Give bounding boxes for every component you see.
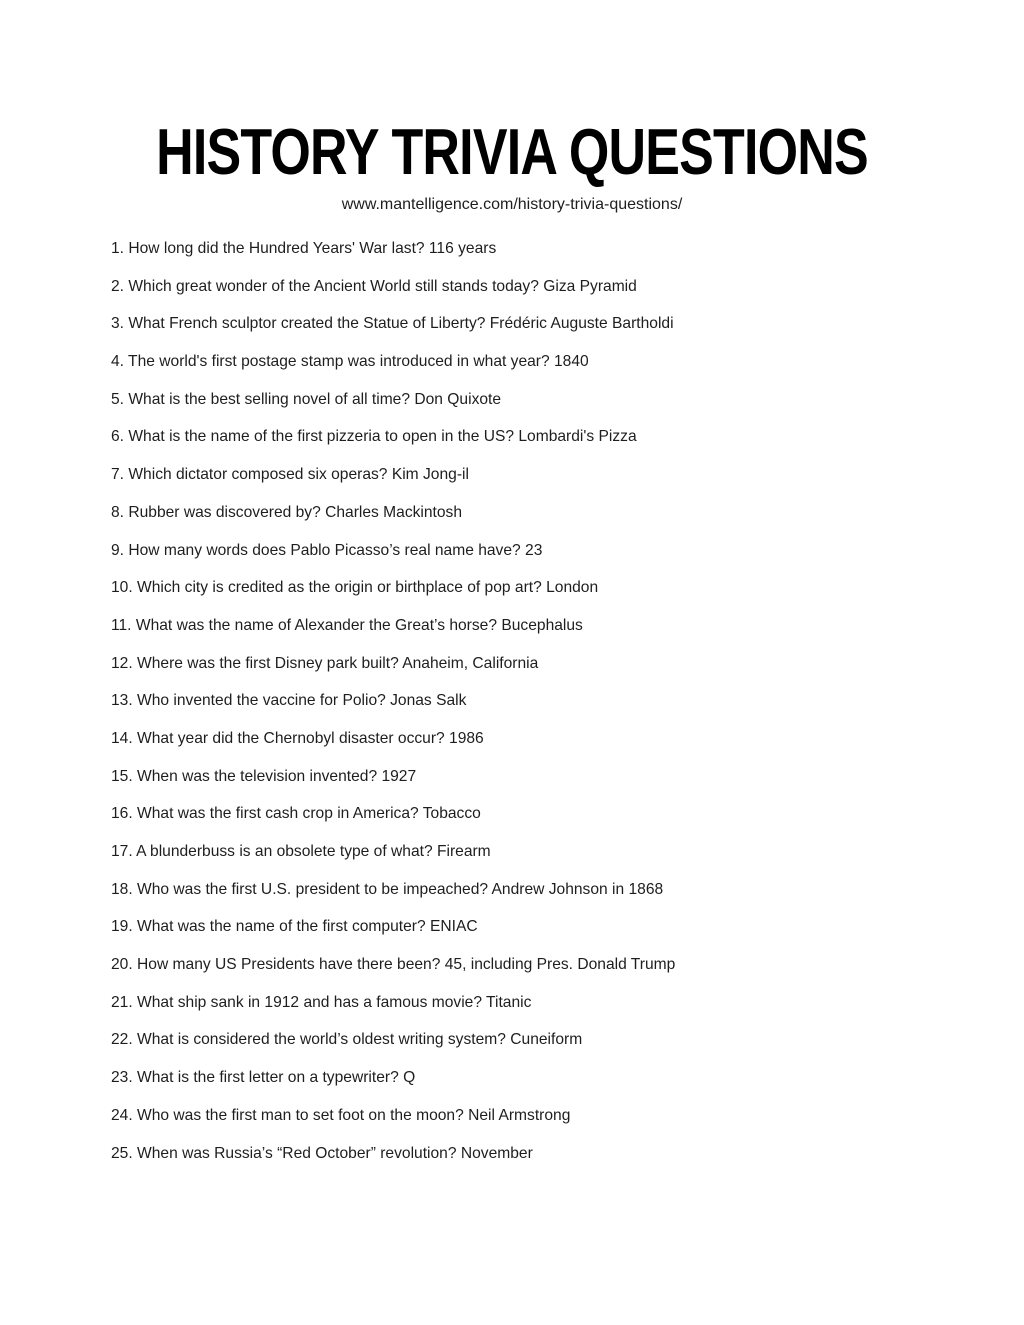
trivia-question: 2. Which great wonder of the Ancient World still stands today? Giza Pyramid [111, 277, 637, 295]
trivia-question: 11. What was the name of Alexander the Great’s horse? Bucephalus [111, 616, 583, 634]
trivia-question: 19. What was the name of the first computer? ENIAC [111, 918, 478, 936]
trivia-question: 7. Which dictator composed six operas? Kim Jong-il [111, 466, 469, 484]
trivia-question: 5. What is the best selling novel of all time? Don Quixote [111, 390, 502, 408]
trivia-question: 20. How many US Presidents have there been? 45, including Pres. Donald Trump [111, 956, 676, 974]
trivia-question: 8. Rubber was discovered by? Charles Mackintosh [111, 503, 463, 521]
trivia-question: 15. When was the television invented? 1927 [111, 767, 417, 785]
trivia-question: 1. How long did the Hundred Years' War last? 116 years [111, 240, 497, 257]
source-url: www.mantelligence.com/history-trivia-questions/ [341, 196, 683, 213]
trivia-question: 13. Who invented the vaccine for Polio? Jonas Salk [111, 692, 467, 710]
trivia-question: 18. Who was the first U.S. president to be impeached? Andrew Johnson in 1868 [111, 880, 664, 898]
trivia-question: 6. What is the name of the first pizzeria to open in the US? Lombardi's Pizza [111, 428, 637, 446]
trivia-question: 25. When was Russia’s “Red October” revolution? November [111, 1144, 533, 1162]
trivia-question: 9. How many words does Pablo Picasso’s real name have? 23 [111, 541, 543, 559]
trivia-question: 10. Which city is credited as the origin or birthplace of pop art? London [111, 579, 599, 597]
trivia-question: 21. What ship sank in 1912 and has a famous movie? Titanic [111, 993, 532, 1011]
trivia-question: 24. Who was the first man to set foot on the moon? Neil Armstrong [111, 1106, 571, 1124]
question-list [111, 241, 1024, 1162]
trivia-question: 4. The world's first postage stamp was introduced in what year? 1840 [111, 353, 589, 371]
trivia-question: 22. What is considered the world’s oldest writing system? Cuneiform [111, 1031, 583, 1049]
trivia-question: 17. A blunderbuss is an obsolete type of what? Firearm [111, 843, 491, 860]
page-title: HISTORY TRIVIA QUESTIONS [156, 115, 868, 188]
trivia-question: 12. Where was the first Disney park built? Anaheim, California [111, 654, 539, 672]
trivia-question: 23. What is the first letter on a typewriter? Q [111, 1069, 416, 1087]
trivia-question: 14. What year did the Chernobyl disaster occur? 1986 [111, 729, 484, 747]
trivia-question: 16. What was the first cash crop in America? Tobacco [111, 805, 481, 823]
trivia-question: 3. What French sculptor created the Statue of Liberty? Frédéric Auguste Bartholdi [111, 315, 674, 333]
